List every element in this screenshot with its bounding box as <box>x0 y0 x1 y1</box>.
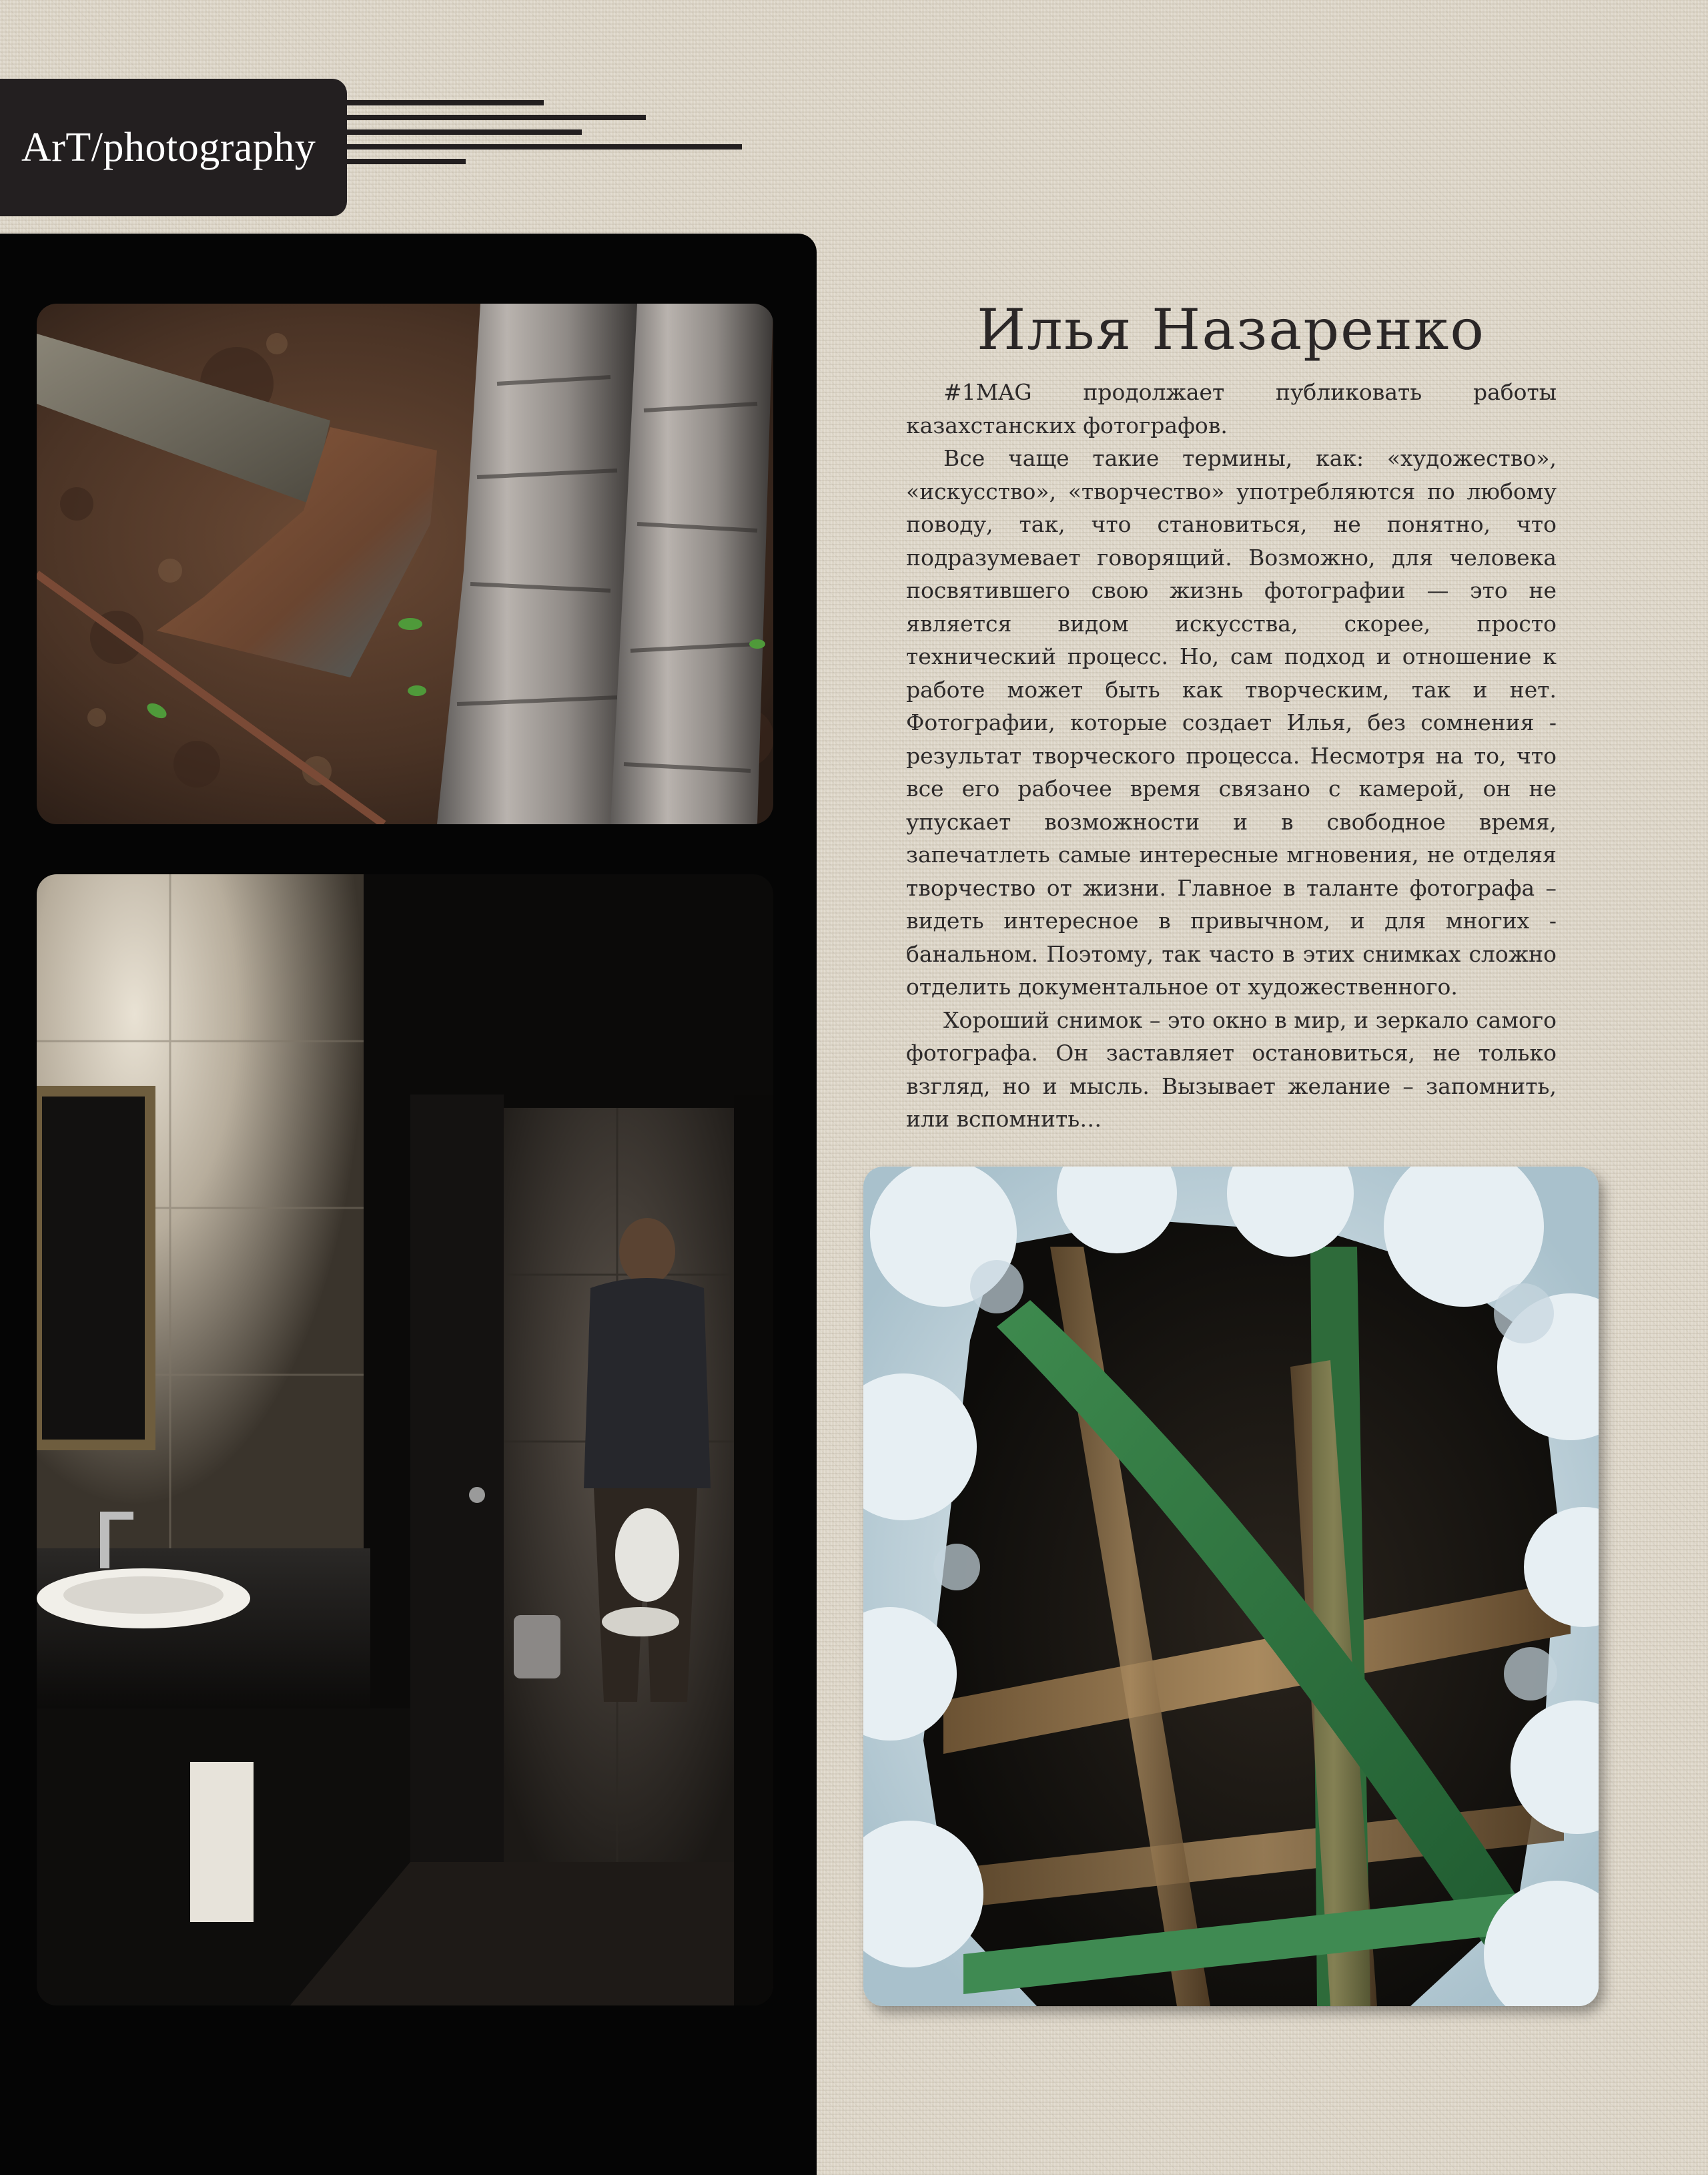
decorative-line <box>347 115 646 120</box>
photo-frost-on-grass-image <box>863 1167 1599 2006</box>
article-paragraph: Хороший снимок – это окно в мир, и зеркало самого фотографа. Он заставляет остановиться, не только взгляд, но и мысль. Вызывает желание – запомнить, или вспомнить… <box>906 1006 1557 1132</box>
decorative-line <box>347 100 544 105</box>
article-paragraph: #1MAG продолжает публиковать работы казахстанских фотографов. <box>906 379 1557 438</box>
photo-man-in-restroom <box>37 874 773 2005</box>
decorative-lines <box>347 93 747 174</box>
photo-axe-and-logs <box>37 304 773 824</box>
decorative-line <box>347 129 582 135</box>
section-tab <box>0 79 347 216</box>
article-title: Илья Назаренко <box>977 297 1485 362</box>
photo-frost-on-grass <box>863 1167 1599 2006</box>
photo-man-in-restroom-image <box>37 874 773 2005</box>
decorative-line <box>347 159 466 164</box>
photo-axe-and-logs-image <box>37 304 773 824</box>
decorative-line <box>347 144 742 149</box>
section-label: ArT/photography <box>21 124 316 170</box>
article-body <box>906 376 1557 1136</box>
article-paragraph: Все чаще такие термины, как: «художество», «искусство», «творчество» употребляются по любому поводу, так, что становиться, не понятно, что подразумевает говорящий. Возможно, для человека посвятившего свою жизнь фотографии — это не является видом искусства, скорее, просто технический процесс. Но, сам подход и отношение к работе может быть как творческим, так и нет. Фотографии, которые создает Илья, без сомнения - результат творческого процесса. Несмотря на то, что все его рабочее время связано с камерой, он не упускает возможности и в свободное время, запечатлеть самые интересные мгновения, не отделяя творчество от жизни. Главное в таланте фотографа – видеть интересное в привычном, и для многих - банальном. Поэтому, так часто в этих снимках сложно отделить документальное от художественного. <box>906 445 1557 1000</box>
photo-panel <box>0 234 817 2175</box>
